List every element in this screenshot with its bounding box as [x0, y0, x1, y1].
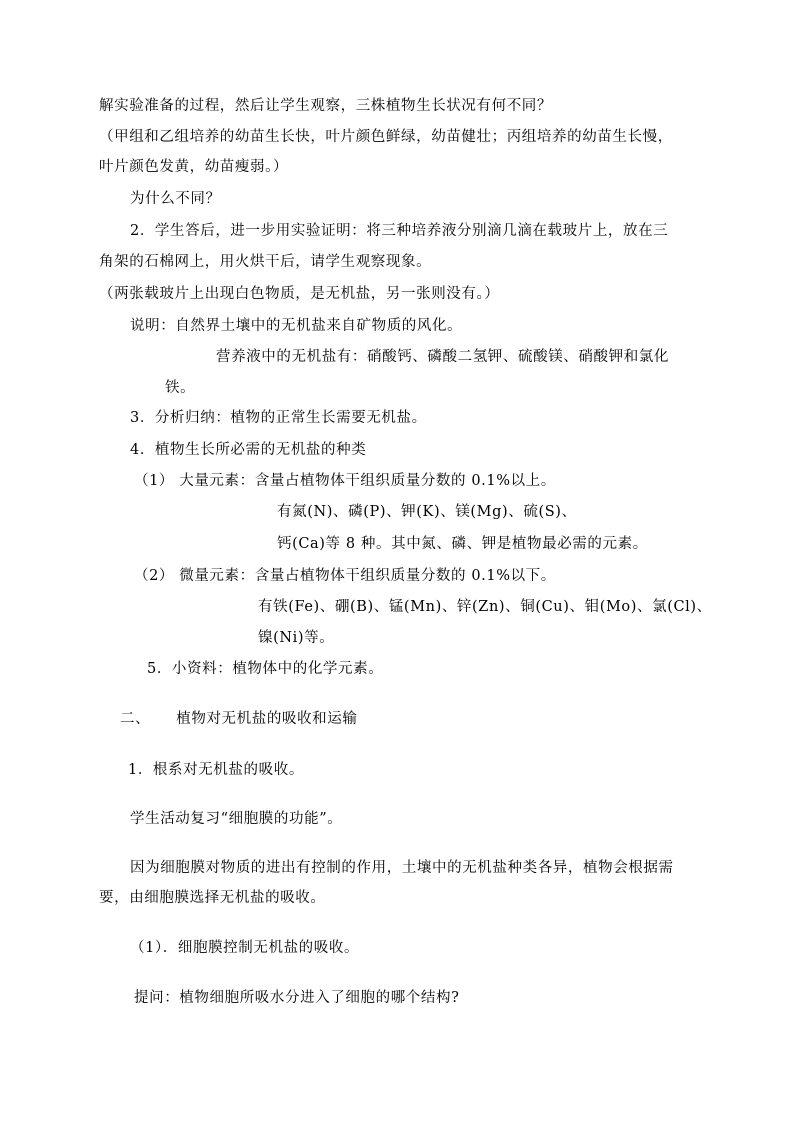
paragraph-line: （甲组和乙组培养的幼苗生长快，叶片颜色鲜绿，幼苗健壮；丙组培养的幼苗生长慢， — [99, 129, 673, 145]
paragraph-line: 角架的石棉网上，用火烘干后，请学生观察现象。 — [99, 254, 432, 270]
paragraph-line: 钙(Ca)等 8 种。其中氮、磷、钾是植物最必需的元素。 — [277, 536, 648, 552]
paragraph-line: 铁。 — [165, 380, 196, 396]
paragraph-line: 营养液中的无机盐有：硝酸钙、磷酸二氢钾、硫酸镁、硝酸钾和氯化 — [216, 349, 669, 365]
paragraph-line: 有氮(N)、磷(P)、钾(K)、镁(Mg)、硫(S)、 — [277, 504, 577, 520]
paragraph-line: 1．根系对无机盐的吸收。 — [128, 762, 304, 778]
paragraph-line: 5．小资料：植物体中的化学元素。 — [147, 661, 384, 677]
paragraph-line: 有铁(Fe)、硼(B)、锰(Mn)、锌(Zn)、铜(Cu)、钼(Mo)、氯(Cl)、 — [258, 599, 712, 615]
paragraph-line: 提问：植物细胞所吸水分进入了细胞的哪个结构? — [134, 990, 460, 1006]
paragraph-line: 要，由细胞膜选择无机盐的吸收。 — [99, 890, 326, 906]
paragraph-line: 镍(Ni)等。 — [258, 630, 335, 646]
section-heading: 4．植物生长所必需的无机盐的种类 — [130, 442, 367, 458]
section-heading: 二、 植物对无机盐的吸收和运输 — [120, 711, 358, 727]
paragraph-line: 叶片颜色发黄，幼苗瘦弱。） — [99, 159, 289, 175]
paragraph-line: 为什么不同？ — [130, 191, 221, 207]
paragraph-line: 解实验准备的过程，然后让学生观察，三株植物生长状况有何不同？ — [99, 98, 552, 114]
paragraph-line: （1）．细胞膜控制无机盐的吸收。 — [130, 940, 360, 956]
paragraph-line: 2．学生答后，进一步用实验证明：将三种培养液分别滴几滴在载玻片上，放在三 — [130, 223, 669, 239]
paragraph-line: 因为细胞膜对物质的进出有控制的作用，土壤中的无机盐种类各异，植物会根据需 — [130, 860, 674, 876]
paragraph-line: 说明：自然界土壤中的无机盐来自矿物质的风化。 — [130, 318, 463, 334]
paragraph-line: 3．分析归纳：植物的正常生长需要无机盐。 — [130, 410, 427, 426]
paragraph-line: 学生活动复习“细胞膜的功能”。 — [130, 811, 343, 827]
paragraph-line: （2） 微量元素：含量占植物体干组织质量分数的 0.1%以下。 — [134, 568, 556, 584]
paragraph-line: （两张载玻片上出现白色物质，是无机盐，另一张则没有。） — [99, 286, 500, 302]
paragraph-line: （1） 大量元素：含量占植物体干组织质量分数的 0.1%以上。 — [134, 473, 556, 489]
